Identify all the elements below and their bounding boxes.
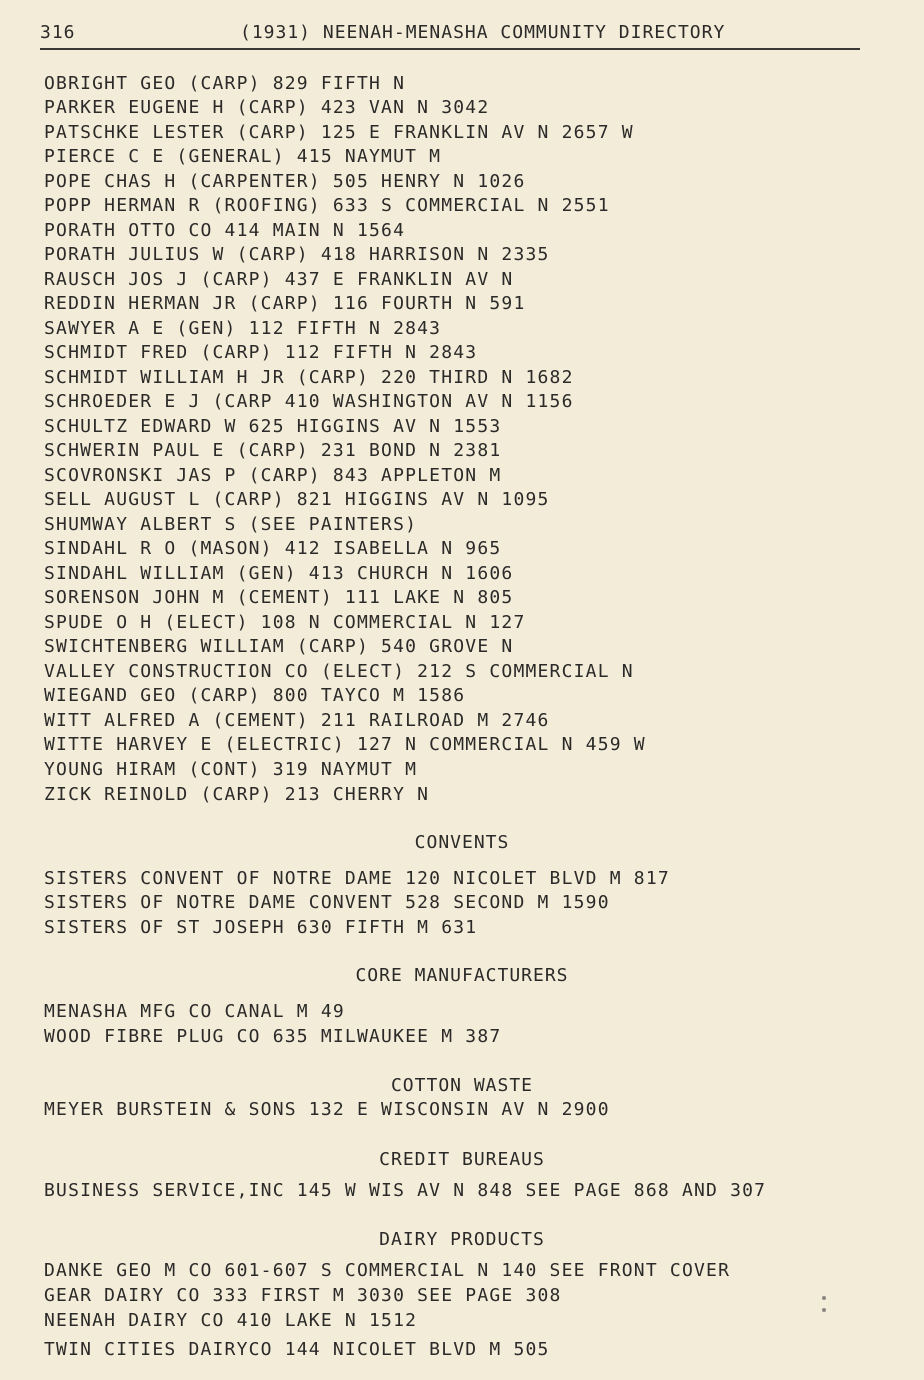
listing-entry: GEAR DAIRY CO 333 FIRST M 3030 SEE PAGE 308 <box>44 1285 562 1306</box>
listing-entry: MEYER BURSTEIN & SONS 132 E WISCONSIN AV N 2900 <box>44 1099 610 1120</box>
page-number: 316 <box>40 22 76 43</box>
listing-entry: PORATH JULIUS W (CARP) 418 HARRISON N 2335 <box>44 244 550 265</box>
listing-entry: WOOD FIBRE PLUG CO 635 MILWAUKEE M 387 <box>44 1026 502 1047</box>
print-speck <box>822 1296 826 1300</box>
section-heading-credit-bureaus: CREDIT BUREAUS <box>379 1149 545 1170</box>
section-heading-convents: CONVENTS <box>414 832 510 853</box>
section-heading-dairy-products: DAIRY PRODUCTS <box>379 1229 545 1250</box>
print-speck <box>822 1308 826 1312</box>
listing-entry: MENASHA MFG CO CANAL M 49 <box>44 1001 345 1022</box>
listing-entry: OBRIGHT GEO (CARP) 829 FIFTH N <box>44 73 406 94</box>
page-header <box>40 18 860 50</box>
listing-entry: VALLEY CONSTRUCTION CO (ELECT) 212 S COMMERCIAL N <box>44 661 634 682</box>
listing-entry: SORENSON JOHN M (CEMENT) 111 LAKE N 805 <box>44 587 514 608</box>
listing-entry: ZICK REINOLD (CARP) 213 CHERRY N <box>44 784 430 805</box>
listing-entry: YOUNG HIRAM (CONT) 319 NAYMUT M <box>44 759 418 780</box>
listing-entry: SISTERS OF ST JOSEPH 630 FIFTH M 631 <box>44 917 478 938</box>
listing-entry: SCHROEDER E J (CARP 410 WASHINGTON AV N 1156 <box>44 391 574 412</box>
listing-entry: SISTERS CONVENT OF NOTRE DAME 120 NICOLET BLVD M 817 <box>44 868 670 889</box>
listing-entry: TWIN CITIES DAIRYCO 144 NICOLET BLVD M 505 <box>44 1339 550 1360</box>
listing-entry: SINDAHL WILLIAM (GEN) 413 CHURCH N 1606 <box>44 563 514 584</box>
listing-entry: SINDAHL R O (MASON) 412 ISABELLA N 965 <box>44 538 502 559</box>
listing-entry: SCHULTZ EDWARD W 625 HIGGINS AV N 1553 <box>44 416 502 437</box>
listing-entry: REDDIN HERMAN JR (CARP) 116 FOURTH N 591 <box>44 293 526 314</box>
listing-entry: PATSCHKE LESTER (CARP) 125 E FRANKLIN AV N 2657 W <box>44 122 634 143</box>
listing-entry: SHUMWAY ALBERT S (SEE PAINTERS) <box>44 514 418 535</box>
listing-entry: WITT ALFRED A (CEMENT) 211 RAILROAD M 2746 <box>44 710 550 731</box>
listing-entry: SELL AUGUST L (CARP) 821 HIGGINS AV N 1095 <box>44 489 550 510</box>
listing-entry: SWICHTENBERG WILLIAM (CARP) 540 GROVE N <box>44 636 514 657</box>
listing-entry: POPE CHAS H (CARPENTER) 505 HENRY N 1026 <box>44 171 526 192</box>
listing-entry: POPP HERMAN R (ROOFING) 633 S COMMERCIAL N 2551 <box>44 195 610 216</box>
listing-entry: NEENAH DAIRY CO 410 LAKE N 1512 <box>44 1310 418 1331</box>
listing-entry: WITTE HARVEY E (ELECTRIC) 127 N COMMERCIAL N 459 W <box>44 734 646 755</box>
listing-entry: SCHWERIN PAUL E (CARP) 231 BOND N 2381 <box>44 440 502 461</box>
listing-entry: BUSINESS SERVICE,INC 145 W WIS AV N 848 SEE PAGE 868 AND 307 <box>44 1180 767 1201</box>
listing-entry: SCHMIDT WILLIAM H JR (CARP) 220 THIRD N 1682 <box>44 367 574 388</box>
listing-entry: PIERCE C E (GENERAL) 415 NAYMUT M <box>44 146 442 167</box>
listing-entry: SAWYER A E (GEN) 112 FIFTH N 2843 <box>44 318 442 339</box>
page-title: (1931) NEENAH-MENASHA COMMUNITY DIRECTORY <box>240 22 726 43</box>
section-heading-cotton-waste: COTTON WASTE <box>390 1075 534 1096</box>
listing-entry: SISTERS OF NOTRE DAME CONVENT 528 SECOND M 1590 <box>44 892 610 913</box>
section-heading-core-manufacturers: CORE MANUFACTURERS <box>355 965 569 986</box>
listing-entry: SCHMIDT FRED (CARP) 112 FIFTH N 2843 <box>44 342 478 363</box>
listing-entry: SPUDE O H (ELECT) 108 N COMMERCIAL N 127 <box>44 612 526 633</box>
listing-entry: WIEGAND GEO (CARP) 800 TAYCO M 1586 <box>44 685 466 706</box>
listing-entry: RAUSCH JOS J (CARP) 437 E FRANKLIN AV N <box>44 269 514 290</box>
listing-entry: PORATH OTTO CO 414 MAIN N 1564 <box>44 220 406 241</box>
listing-entry: SCOVRONSKI JAS P (CARP) 843 APPLETON M <box>44 465 502 486</box>
listing-entry: PARKER EUGENE H (CARP) 423 VAN N 3042 <box>44 97 490 118</box>
listing-entry: DANKE GEO M CO 601-607 S COMMERCIAL N 140 SEE FRONT COVER <box>44 1260 731 1281</box>
